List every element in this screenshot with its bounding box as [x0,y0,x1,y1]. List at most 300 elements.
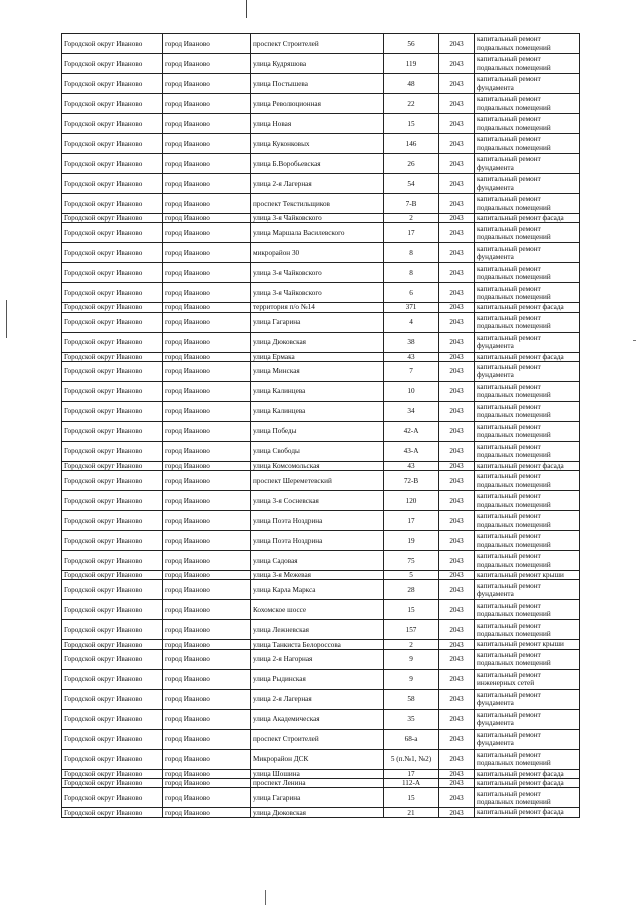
table-row [62,471,580,491]
house-number-cell: 2 [384,640,439,649]
work-type-cell: капитальный ремонт подвальных помещений [475,223,580,243]
year-cell: 2043 [439,243,475,263]
year-cell: 2043 [439,34,475,54]
city-cell: город Иваново [163,709,251,729]
year-cell: 2043 [439,491,475,511]
street-cell: улица Минская [251,361,384,381]
work-type-cell: капитальный ремонт фундамента [475,361,580,381]
table-row [62,332,580,352]
work-type-cell: капитальный ремонт подвальных помещений [475,283,580,303]
house-number-cell: 58 [384,689,439,709]
house-number-cell: 42-А [384,421,439,441]
work-type-cell: капитальный ремонт фундамента [475,243,580,263]
year-cell: 2043 [439,461,475,470]
district-cell: Городской округ Иваново [62,174,163,194]
table-row [62,154,580,174]
street-cell: улица Калинцева [251,401,384,421]
street-cell: улица Шошина [251,769,384,778]
city-cell: город Иваново [163,441,251,461]
district-cell: Городской округ Иваново [62,243,163,263]
district-cell: Городской округ Иваново [62,194,163,214]
street-cell: улица Новая [251,114,384,134]
year-cell: 2043 [439,352,475,361]
house-number-cell: 43-А [384,441,439,461]
work-type-cell: капитальный ремонт подвальных помещений [475,94,580,114]
city-cell: город Иваново [163,779,251,788]
work-type-cell: капитальный ремонт подвальных помещений [475,312,580,332]
city-cell: город Иваново [163,361,251,381]
work-type-cell: капитальный ремонт подвальных помещений [475,34,580,54]
city-cell: город Иваново [163,263,251,283]
city-cell: город Иваново [163,332,251,352]
district-cell: Городской округ Иваново [62,729,163,749]
city-cell: город Иваново [163,312,251,332]
work-type-cell: капитальный ремонт фасада [475,352,580,361]
district-cell: Городской округ Иваново [62,749,163,769]
street-cell: улица Садовая [251,551,384,571]
table-row [62,34,580,54]
district-cell: Городской округ Иваново [62,531,163,551]
city-cell: город Иваново [163,134,251,154]
street-cell: улица Гагарина [251,788,384,808]
house-number-cell: 75 [384,551,439,571]
city-cell: город Иваново [163,620,251,640]
district-cell: Городской округ Иваново [62,381,163,401]
year-cell: 2043 [439,214,475,223]
city-cell: город Иваново [163,769,251,778]
table-row [62,531,580,551]
house-number-cell: 35 [384,709,439,729]
year-cell: 2043 [439,769,475,778]
year-cell: 2043 [439,649,475,669]
work-type-cell: капитальный ремонт фундамента [475,154,580,174]
street-cell: улица 3-я Межевая [251,571,384,580]
house-number-cell: 7-В [384,194,439,214]
house-number-cell: 4 [384,312,439,332]
street-cell: улица Поэта Ноздрина [251,511,384,531]
table-row [62,709,580,729]
table-row [62,600,580,620]
table-row [62,421,580,441]
house-number-cell: 26 [384,154,439,174]
district-cell: Городской округ Иваново [62,361,163,381]
work-type-cell: капитальный ремонт подвальных помещений [475,441,580,461]
year-cell: 2043 [439,154,475,174]
year-cell: 2043 [439,381,475,401]
house-number-cell: 2 [384,214,439,223]
city-cell: город Иваново [163,401,251,421]
year-cell: 2043 [439,551,475,571]
table-row [62,263,580,283]
work-type-cell: капитальный ремонт фасада [475,769,580,778]
house-number-cell: 17 [384,769,439,778]
district-cell: Городской округ Иваново [62,223,163,243]
year-cell: 2043 [439,401,475,421]
year-cell: 2043 [439,94,475,114]
work-type-cell: капитальный ремонт фундамента [475,689,580,709]
street-cell: микрорайон 30 [251,243,384,263]
district-cell: Городской округ Иваново [62,312,163,332]
city-cell: город Иваново [163,223,251,243]
work-type-cell: капитальный ремонт фундамента [475,174,580,194]
street-cell: улица Победы [251,421,384,441]
street-cell: улица Б.Воробьевская [251,154,384,174]
year-cell: 2043 [439,194,475,214]
year-cell: 2043 [439,729,475,749]
city-cell: город Иваново [163,461,251,470]
district-cell: Городской округ Иваново [62,134,163,154]
year-cell: 2043 [439,361,475,381]
work-type-cell: капитальный ремонт фундамента [475,729,580,749]
year-cell: 2043 [439,571,475,580]
table-row [62,352,580,361]
city-cell: город Иваново [163,640,251,649]
scan-mark-right [633,340,636,341]
street-cell: улица 3-я Чайковского [251,283,384,303]
work-type-cell: капитальный ремонт подвальных помещений [475,511,580,531]
city-cell: город Иваново [163,154,251,174]
city-cell: город Иваново [163,689,251,709]
house-number-cell: 54 [384,174,439,194]
city-cell: город Иваново [163,74,251,94]
scan-mark-bottom [265,890,266,905]
house-number-cell: 21 [384,808,439,817]
year-cell: 2043 [439,640,475,649]
year-cell: 2043 [439,312,475,332]
work-type-cell: капитальный ремонт фундамента [475,709,580,729]
city-cell: город Иваново [163,94,251,114]
city-cell: город Иваново [163,808,251,817]
year-cell: 2043 [439,580,475,600]
work-type-cell: капитальный ремонт подвальных помещений [475,114,580,134]
district-cell: Городской округ Иваново [62,640,163,649]
work-type-cell: капитальный ремонт фасада [475,808,580,817]
house-number-cell: 112-А [384,779,439,788]
house-number-cell: 5 (п.№1, №2) [384,749,439,769]
table-row [62,401,580,421]
street-cell: Микрорайон ДСК [251,749,384,769]
house-number-cell: 15 [384,788,439,808]
district-cell: Городской округ Иваново [62,421,163,441]
district-cell: Городской округ Иваново [62,620,163,640]
table-body [62,34,580,818]
district-cell: Городской округ Иваново [62,779,163,788]
street-cell: улица Маршала Василевского [251,223,384,243]
table-row [62,729,580,749]
district-cell: Городской округ Иваново [62,571,163,580]
house-number-cell: 371 [384,303,439,312]
year-cell: 2043 [439,332,475,352]
year-cell: 2043 [439,788,475,808]
street-cell: Кохомское шоссе [251,600,384,620]
district-cell: Городской округ Иваново [62,352,163,361]
house-number-cell: 17 [384,511,439,531]
house-number-cell: 157 [384,620,439,640]
house-number-cell: 34 [384,401,439,421]
city-cell: город Иваново [163,283,251,303]
street-cell: улица Дюковская [251,808,384,817]
scan-mark-top [246,0,247,18]
year-cell: 2043 [439,600,475,620]
table-row [62,54,580,74]
house-number-cell: 48 [384,74,439,94]
street-cell: проспект Шереметевский [251,471,384,491]
district-cell: Городской округ Иваново [62,491,163,511]
table-row [62,491,580,511]
district-cell: Городской округ Иваново [62,214,163,223]
street-cell: улица Поэта Ноздрина [251,531,384,551]
street-cell: улица Калинцева [251,381,384,401]
street-cell: проспект Ленина [251,779,384,788]
district-cell: Городской округ Иваново [62,34,163,54]
city-cell: город Иваново [163,194,251,214]
work-type-cell: капитальный ремонт подвальных помещений [475,401,580,421]
work-type-cell: капитальный ремонт фасада [475,303,580,312]
street-cell: территория п/о №14 [251,303,384,312]
city-cell: город Иваново [163,551,251,571]
district-cell: Городской округ Иваново [62,689,163,709]
year-cell: 2043 [439,441,475,461]
district-cell: Городской округ Иваново [62,808,163,817]
city-cell: город Иваново [163,243,251,263]
table-row [62,361,580,381]
district-cell: Городской округ Иваново [62,769,163,778]
street-cell: улица Кудряшова [251,54,384,74]
work-type-cell: капитальный ремонт крыши [475,571,580,580]
street-cell: улица Ермака [251,352,384,361]
work-type-cell: капитальный ремонт фундамента [475,332,580,352]
work-type-cell: капитальный ремонт подвальных помещений [475,649,580,669]
street-cell: улица Постышева [251,74,384,94]
district-cell: Городской округ Иваново [62,114,163,134]
year-cell: 2043 [439,511,475,531]
district-cell: Городской округ Иваново [62,788,163,808]
work-type-cell: капитальный ремонт фундамента [475,74,580,94]
house-number-cell: 9 [384,649,439,669]
city-cell: город Иваново [163,303,251,312]
city-cell: город Иваново [163,491,251,511]
district-cell: Городской округ Иваново [62,94,163,114]
street-cell: улица 3-я Чайковского [251,263,384,283]
scan-mark-left [6,300,7,338]
street-cell: улица Комсомольская [251,461,384,470]
table-row [62,381,580,401]
table-row [62,134,580,154]
district-cell: Городской округ Иваново [62,74,163,94]
table-row [62,194,580,214]
house-number-cell: 22 [384,94,439,114]
table-row [62,808,580,817]
work-type-cell: капитальный ремонт подвальных помещений [475,531,580,551]
table-row [62,312,580,332]
work-type-cell: капитальный ремонт фасада [475,214,580,223]
table-row [62,689,580,709]
street-cell: улица Лежневская [251,620,384,640]
table-row [62,649,580,669]
district-cell: Городской округ Иваново [62,649,163,669]
city-cell: город Иваново [163,352,251,361]
table-row [62,788,580,808]
table-row [62,640,580,649]
work-type-cell: капитальный ремонт подвальных помещений [475,194,580,214]
work-type-cell: капитальный ремонт подвальных помещений [475,620,580,640]
table-row [62,303,580,312]
street-cell: улица 2-я Нагорная [251,649,384,669]
house-number-cell: 15 [384,600,439,620]
city-cell: город Иваново [163,214,251,223]
table-row [62,580,580,600]
house-number-cell: 72-В [384,471,439,491]
house-number-cell: 9 [384,669,439,689]
year-cell: 2043 [439,471,475,491]
house-number-cell: 68-а [384,729,439,749]
table-row [62,769,580,778]
year-cell: 2043 [439,421,475,441]
work-type-cell: капитальный ремонт подвальных помещений [475,134,580,154]
work-type-cell: капитальный ремонт фасада [475,461,580,470]
year-cell: 2043 [439,669,475,689]
year-cell: 2043 [439,689,475,709]
city-cell: город Иваново [163,531,251,551]
street-cell: улица Рыдинская [251,669,384,689]
street-cell: проспект Строителей [251,729,384,749]
table-row [62,669,580,689]
work-type-cell: капитальный ремонт фасада [475,779,580,788]
street-cell: улица Гагарина [251,312,384,332]
house-number-cell: 8 [384,243,439,263]
table-row [62,441,580,461]
work-type-cell: капитальный ремонт подвальных помещений [475,421,580,441]
street-cell: улица Танкиста Белороссова [251,640,384,649]
district-cell: Городской округ Иваново [62,401,163,421]
house-number-cell: 6 [384,283,439,303]
year-cell: 2043 [439,54,475,74]
year-cell: 2043 [439,283,475,303]
city-cell: город Иваново [163,511,251,531]
house-number-cell: 120 [384,491,439,511]
year-cell: 2043 [439,620,475,640]
house-number-cell: 28 [384,580,439,600]
district-cell: Городской округ Иваново [62,332,163,352]
house-number-cell: 5 [384,571,439,580]
work-type-cell: капитальный ремонт подвальных помещений [475,749,580,769]
table-row [62,551,580,571]
city-cell: город Иваново [163,788,251,808]
city-cell: город Иваново [163,174,251,194]
city-cell: город Иваново [163,749,251,769]
table-row [62,461,580,470]
table-row [62,114,580,134]
house-number-cell: 7 [384,361,439,381]
table-row [62,243,580,263]
work-type-cell: капитальный ремонт подвальных помещений [475,491,580,511]
table-row [62,779,580,788]
house-number-cell: 56 [384,34,439,54]
work-type-cell: капитальный ремонт подвальных помещений [475,471,580,491]
work-type-cell: капитальный ремонт подвальных помещений [475,788,580,808]
street-cell: улица 2-я Лагерная [251,689,384,709]
work-type-cell: капитальный ремонт подвальных помещений [475,600,580,620]
street-cell: улица Свободы [251,441,384,461]
work-type-cell: капитальный ремонт подвальных помещений [475,381,580,401]
table-row [62,214,580,223]
city-cell: город Иваново [163,34,251,54]
table-row [62,620,580,640]
district-cell: Городской округ Иваново [62,669,163,689]
city-cell: город Иваново [163,649,251,669]
city-cell: город Иваново [163,114,251,134]
year-cell: 2043 [439,531,475,551]
city-cell: город Иваново [163,471,251,491]
street-cell: улица 3-я Сосневская [251,491,384,511]
street-cell: улица Дюковская [251,332,384,352]
house-number-cell: 17 [384,223,439,243]
house-number-cell: 146 [384,134,439,154]
house-number-cell: 38 [384,332,439,352]
house-number-cell: 19 [384,531,439,551]
table-row [62,94,580,114]
district-cell: Городской округ Иваново [62,54,163,74]
year-cell: 2043 [439,709,475,729]
year-cell: 2043 [439,749,475,769]
city-cell: город Иваново [163,600,251,620]
city-cell: город Иваново [163,421,251,441]
street-cell: улица Куконковых [251,134,384,154]
table-row [62,223,580,243]
street-cell: улица 2-я Лагерная [251,174,384,194]
street-cell: улица 3-я Чайковского [251,214,384,223]
district-cell: Городской округ Иваново [62,551,163,571]
year-cell: 2043 [439,223,475,243]
table-row [62,283,580,303]
district-cell: Городской округ Иваново [62,600,163,620]
city-cell: город Иваново [163,580,251,600]
table-row [62,749,580,769]
street-cell: проспект Текстильщиков [251,194,384,214]
district-cell: Городской округ Иваново [62,283,163,303]
work-type-cell: капитальный ремонт крыши [475,640,580,649]
district-cell: Городской округ Иваново [62,511,163,531]
city-cell: город Иваново [163,54,251,74]
street-cell: улица Революционная [251,94,384,114]
year-cell: 2043 [439,114,475,134]
city-cell: город Иваново [163,381,251,401]
district-cell: Городской округ Иваново [62,461,163,470]
work-type-cell: капитальный ремонт подвальных помещений [475,54,580,74]
table-row [62,74,580,94]
house-number-cell: 43 [384,352,439,361]
year-cell: 2043 [439,134,475,154]
work-type-cell: капитальный ремонт подвальных помещений [475,263,580,283]
district-cell: Городской округ Иваново [62,471,163,491]
work-type-cell: капитальный ремонт фундамента [475,580,580,600]
district-cell: Городской округ Иваново [62,303,163,312]
house-number-cell: 119 [384,54,439,74]
house-number-cell: 10 [384,381,439,401]
year-cell: 2043 [439,263,475,283]
year-cell: 2043 [439,74,475,94]
year-cell: 2043 [439,779,475,788]
city-cell: город Иваново [163,571,251,580]
district-cell: Городской округ Иваново [62,580,163,600]
house-number-cell: 43 [384,461,439,470]
street-cell: проспект Строителей [251,34,384,54]
table-row [62,511,580,531]
district-cell: Городской округ Иваново [62,263,163,283]
table-row [62,571,580,580]
street-cell: улица Карла Маркса [251,580,384,600]
year-cell: 2043 [439,808,475,817]
